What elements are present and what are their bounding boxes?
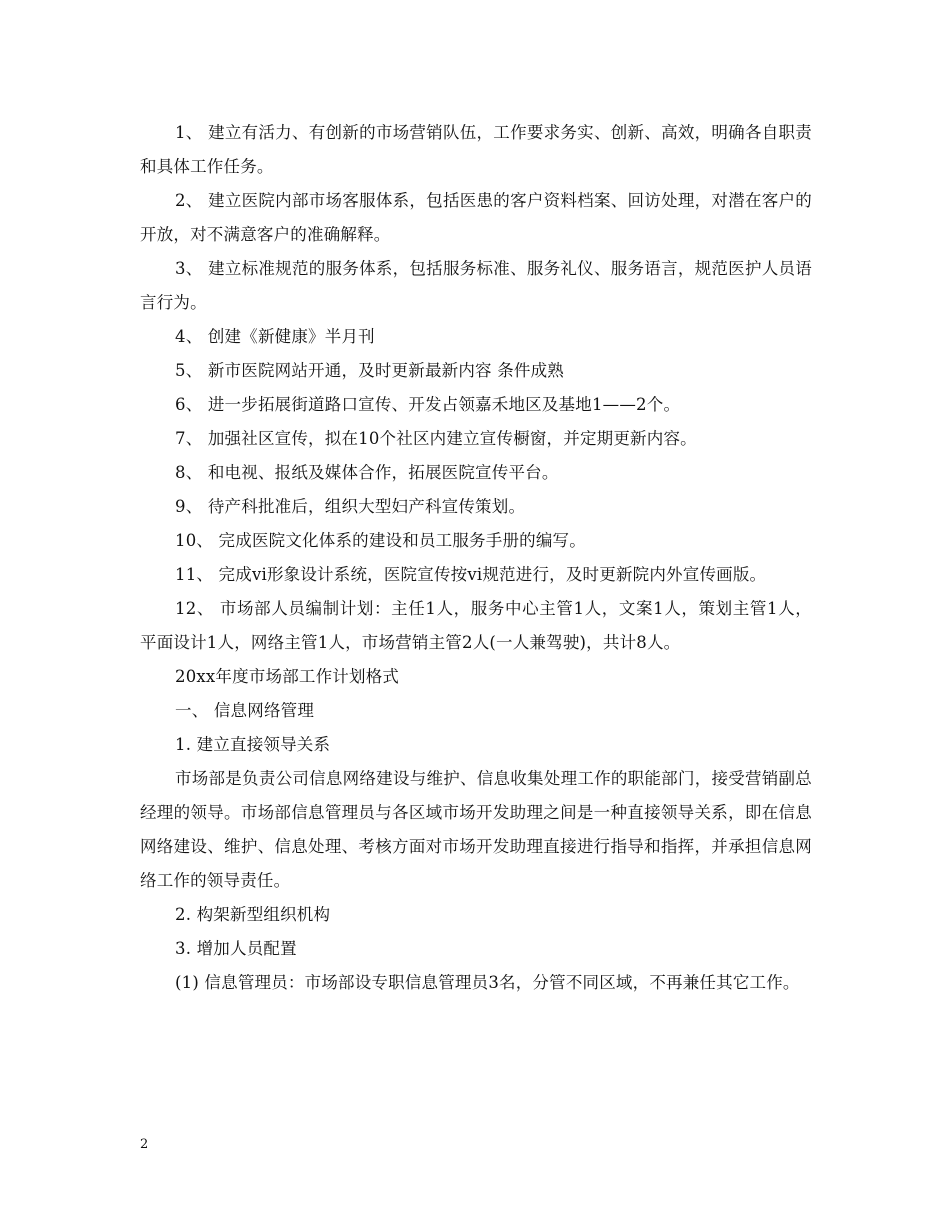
- subheading-organization: 2. 构架新型组织机构: [175, 905, 331, 924]
- paragraph-6: 6、 进一步拓展街道路口宣传、开发占领嘉禾地区及基地1——2个。: [175, 395, 681, 414]
- subheading-staffing: 3. 增加人员配置: [175, 939, 297, 958]
- paragraph-4: 4、 创建《新健康》半月刊: [175, 327, 375, 346]
- paragraph-2: 2、 建立医院内部市场客服体系，包括医患的客户资料档案、回访处理，对潜在客户的开放，对不满意客户的准确解释。: [140, 191, 812, 244]
- paragraph-3: 3、 建立标准规范的服务体系，包括服务标准、服务礼仪、服务语言，规范医护人员语言行为。: [140, 259, 812, 312]
- paragraph-information-manager: (1) 信息管理员：市场部设专职信息管理员3名，分管不同区域，不再兼任其它工作。: [175, 973, 800, 992]
- paragraph-10: 10、 完成医院文化体系的建设和员工服务手册的编写。: [175, 531, 586, 550]
- paragraph-12: 12、 市场部人员编制计划：主任1人，服务中心主管1人，文案1人，策划主管1人，平面设计1人，网络主管1人，市场营销主管2人(一人兼驾驶)，共计8人。: [140, 599, 812, 652]
- paragraph-5: 5、 新市医院网站开通，及时更新最新内容 条件成熟: [175, 361, 564, 380]
- document-body: [140, 116, 812, 1000]
- paragraph-market-department: 市场部是负责公司信息网络建设与维护、信息收集处理工作的职能部门，接受营销副总经理的领导。市场部信息管理员与各区域市场开发助理之间是一种直接领导关系，即在信息网络建设、维护、信息处理、考核方面对市场开发助理直接进行指导和指挥，并承担信息网络工作的领导责任。: [140, 769, 812, 890]
- paragraph-11: 11、 完成vi形象设计系统，医院宣传按vi规范进行，及时更新院内外宣传画版。: [175, 565, 767, 584]
- heading-information-network: 一、 信息网络管理: [175, 701, 315, 720]
- paragraph-7: 7、 加强社区宣传，拟在10个社区内建立宣传橱窗，并定期更新内容。: [175, 429, 697, 448]
- section-title: 20xx年度市场部工作计划格式: [175, 667, 400, 686]
- subheading-leadership: 1. 建立直接领导关系: [175, 735, 331, 754]
- paragraph-9: 9、 待产科批准后，组织大型妇产科宣传策划。: [175, 497, 526, 516]
- paragraph-8: 8、 和电视、报纸及媒体合作，拓展医院宣传平台。: [175, 463, 559, 482]
- paragraph-1: 1、 建立有活力、有创新的市场营销队伍，工作要求务实、创新、高效，明确各自职责和具体工作任务。: [140, 123, 812, 176]
- page-number: 2: [140, 1137, 149, 1152]
